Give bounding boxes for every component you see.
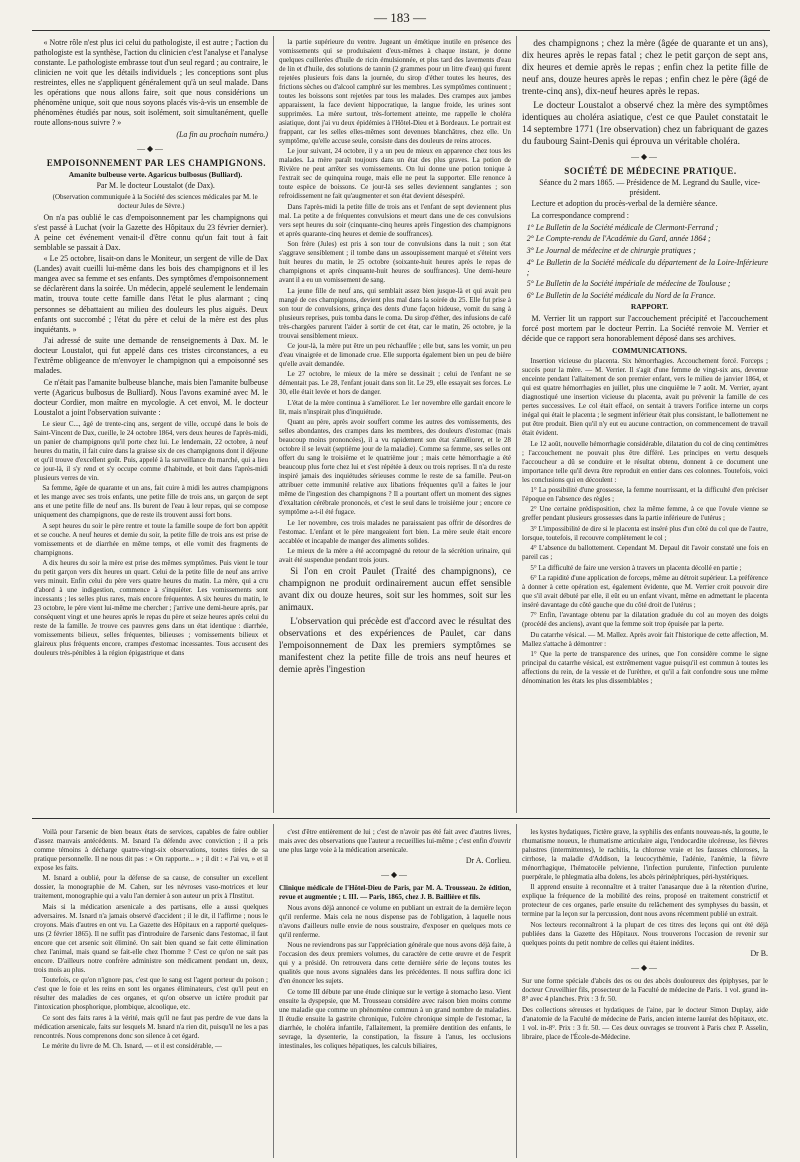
page-number: — 183 — [374,10,426,25]
paragraph: Voilà pour l'arsenic de bien beaux états de services, capables de faire oublier d'assez mauvais antécédents. M. Isnard l'a défendu avec conviction ; il a pris comme témoins à décharge quatre-vingt-six observations, toutes tirées de sa pratique personnelle. Il ne nous dit pas : « On rapporte... » ; il dit : « J'ai vu, » et il expose les faits. [34,828,268,872]
intro-paragraph: « Notre rôle n'est plus ici celui du pathologiste, il est autre ; l'action du pathologiste est la synthèse, l'action du clinicien c'est l'analyse et l'analyse constante. Le pathologiste embrasse tout d'un seul regard ; au contraire, le clinicien ne voit que les détails individuels ; les conceptions sont plus restreintes, elles ne s'appliquent généralement qu'à un seul malade. Dans les opérations que nous allons faire, soit que nous considérions un phénomène unique, soit que nous soyons placés vis-à-vis un ensemble de phénomènes étudiés par nous, soit isolément, soit simultanément, quelle route allons-nous suivre ? » [34,38,268,128]
paragraph: A dix heures du soir la mère est prise des mêmes symptômes. Puis vient le tour du petit garçon vers dix heures un quart. Celui de la petite fille de neuf ans arrive vers minuit. Enfin celui du père vers quatre heures du matin. La mère, qui a cru d'abord à une indigestion, commence à s'inquiéter. Les vomissements sont incessants ; les selles plus rares, mais encore fréquentes. A six heures du matin, le 23 octobre, le père vient lui-même me chercher ; j'arrive une demi-heure après, par conséquent vingt et une heures après le repas du père et seize heures après celui du reste de la famille. Je trouve ces pauvres gens dans un état identique : diarrhée, vomissements bilieux, selles fréquentes, bilieuses ; vomissements bilieux et glaireux plus fréquents encore, crampes d'estomac incessantes. Tous accusent des douleurs très-pénibles à la région épigastrique et dans [34,558,268,657]
bibliography-entry: Clinique médicale de l'Hôtel-Dieu de Paris, par M. A. Trousseau. 2e édition, revue et augmentée ; t. III. — Paris, 1865, chez J. B. Baillière et fils. [279,884,511,902]
signature: Dr A. Corlieu. [465,856,511,866]
paragraph: Le 1er novembre, ces trois malades ne paraissaient pas offrir de désordres de l'estomac. L'enfant et le père mangeaient fort bien. La mère seule était encore accablée et incapable de manger des aliments solides. [279,518,511,545]
paragraph: J'ai adressé de suite une demande de renseignements à Dax. M. le docteur Loustalot, qui fut appelé dans ces tristes circonstances, a eu l'extrême obligeance de m'envoyer le champignon qui a empoisonné ses malades. [34,336,268,376]
paragraph: Du catarrhe vésical. — M. Mallez. Après avoir fait l'historique de cette affection, M. Mallez s'attache à démontrer : [522,630,768,648]
continuation-note: (La fin au prochain numéro.) [176,130,268,139]
column-6 [522,828,768,1156]
column-4 [34,828,268,1156]
section-title: SOCIÉTÉ DE MÉDECINE PRATIQUE. [564,165,737,176]
paragraph: Nous avons déjà annoncé ce volume en publiant un extrait de la dernière leçon qu'il renferme. Mais cela ne nous dispense pas de l'obligation, à laquelle nous n'avons d'ailleurs nulle envie de nous soustraire, d'exposer en quelques mots ce qu'il renferme. [279,903,511,939]
paragraph: Il apprend ensuite à reconnaître et à traiter l'anasarque due à la rétention d'urine, explique la fréquence de la mobilité des reins, proposé en traitement constrictif et protecteur de ces organes, parle ensuite du relâchement des symphyses du bassin, et termine par la leçon sur la percussion, dont nous avons récemment publié un extrait. [522,883,768,919]
list-item: 4° Le Bulletin de la Société médicale du département de la Loire-Inférieure ; [526,257,768,277]
paragraph: M. Verrier lit un rapport sur l'accouchement précipité et l'accouchement forcé post mortem par le docteur Perrin. La Société renvoie M. Verrier et décide que ce rapport sera honorablement déposé dans ses archives. [522,314,768,344]
paragraph: On n'a pas oublié le cas d'empoisonnement par les champignons qui s'est passé à Luchat (voir la Gazette des Hôpitaux du 23 février dernier). A peine cet événement venait-il d'être connu qu'un fait tout à fait semblable se passait à Dax. [34,212,268,252]
session-info: Séance du 2 mars 1865. — Présidence de M. Legrand du Saulle, vice-président. [539,177,761,197]
subsection-label: RAPPORT. [630,302,669,312]
paragraph: 1° Que la perte de transparence des urines, que l'on considère comme le signe principal du catarrhe vésical, est extrêmement vague puisqu'il est commun à toutes les affections du rein, de la vessie et de l'urèthre, et qu'il a fait confondre sous une même dénomination les états les plus dissemblables ; [522,650,768,686]
paragraph: 2° Une certaine prédisposition, chez la même femme, à ce que l'ovule vienne se greffer pendant plusieurs grossesses dans la partie inférieure de l'utérus ; [522,505,768,523]
paragraph: L'observation qui précède est d'accord avec le résultat des observations et des expériences de Paulet, car dans l'empoisonnement de Dax les premiers symptômes se manifestent chez la petite fille de trois ans neuf heures et demie après l'ingestion [279,617,511,676]
paragraph: Le mérite du livre de M. Ch. Isnard, — et il est considérable, — [42,1041,222,1050]
paragraph: Ce n'était pas l'amanite bulbeuse blanche, mais bien l'amanite bulbeuse verte (Agaricus bulbosus de Bulliard). Nous l'avons examiné avec M. le docteur Cordier, mon maître en mycologie. A cet envoi, M. le docteur Loustalot a joint l'observation suivante : [34,377,268,418]
list-item: 1° Le Bulletin de la Société médicale de Clermont-Ferrand ; [526,222,719,232]
list-item: 6° Le Bulletin de la Société médicale du Nord de la France. [526,290,716,300]
column-divider [516,824,517,1158]
paragraph: Son frère (Jules) est pris à son tour de convulsions dans la nuit ; son état s'aggrave sensiblement ; il tombe dans un assoupissement marqué et s'éteint vers huit heures du matin, le 25 octobre (soixante-huit heures après le repas de champignons et après cinquante-huit heures de souffrances). Une demi-heure avant il a eu un vomissement de sang. [279,240,511,285]
paragraph: Le mieux de la mère a été accompagné du retour de la sécrétion urinaire, qui avait été suspendue pendant trois jours. [279,546,511,564]
paragraph: la partie supérieure du ventre. Jugeant un émétique inutile en présence des vomissements qui se produisaient d'eux-mêmes à chaque instant, je donne quelques cuillerées d'huile de ricin émulsionnée, et plus tard des lavements d'eau de lin et d'huile, des solutions de tannin (2 grammes pour un litre d'eau) qui furent rejetées plusieurs fois dans la journée, du sirop d'éther toutes les heures, des frictions sèches ou d'alcool camphré sur les membres. Les symptômes continuent ; toutes les boissons sont rejetées par tous les malades. Des crampes aux jambes apparaissent, la face devient hippocratique, la langue froide, les urines sont supprimées. La mère surtout, très-fortement atteinte, me rappelle le choléra asiatique, dont j'ai vu deux épidémies à l'Hôtel-Dieu et à Bordeaux. Le portrait est frappant, car les selles elles-mêmes sont devenues blanchâtres, chez elle. Un symptôme, qu'elle accuse seule, consiste dans des douleurs de reins atroces. [279,38,511,145]
paragraph: 1° La possibilité d'une grossesse, la femme nourrissant, et la difficulté d'en préciser l'époque en l'absence des règles ; [522,486,768,504]
paragraph: des champignons ; chez la mère (âgée de quarante et un ans), dix heures après le repas fatal ; chez le petit garçon de sept ans, dix heures et demie après le repas ; enfin chez la petite fille de neuf ans, douze heures après le repas ; enfin chez le père (âgé de trente-cinq ans), dix-neuf heures après le repas. [522,39,768,97]
column-divider [516,36,517,813]
list-item: 5° Le Bulletin de la Société impériale de médecine de Toulouse ; [526,279,731,289]
paragraph: Nos lecteurs reconnaîtront à la plupart de ces titres des leçons qui ont été déjà publiées dans la Gazette des Hôpitaux. Nous trouverons l'occasion de revenir sur quelques points du petit nombre de celles qui étaient inédites. [522,920,768,947]
paragraph: Ce jour-là, la mère put être un peu réchauffée ; elle but, sans les vomir, un peu d'eau vinaigrée et de limonade crue. Elle supporta également bien un peu de bière qu'elle avait demandée. [279,341,511,368]
column-divider [273,36,274,813]
separator: —◆— [137,144,165,154]
paragraph: A sept heures du soir le père rentre et toute la famille soupe de fort bon appétit et se couche. A neuf heures et demie du soir, la petite fille de trois ans est prise de vomissements et de diarrhée en même temps, et elle vomit des fragments de champignons. [34,521,268,557]
paragraph: Si l'on en croit Paulet (Traité des champignons), ce champignon ne produit ordinairement aucun effet sensible avant dix ou douze heures, soit sur les hommes, soit sur les animaux. [279,567,511,614]
list-item: 2° Le Compte-rendu de l'Académie du Gard, année 1864 ; [526,234,711,244]
paragraph: 5° La difficulté de faire une version à travers un placenta décollé en partie ; [530,563,742,572]
article-subtitle: Amanite bulbeuse verte. Agaricus bulbosus (Bulliard). [68,169,243,179]
top-rule [32,30,770,31]
paragraph: Sa femme, âgée de quarante et un ans, fait cuire à midi les autres champignons et les mange avec ses trois enfants, une petite fille de trois ans, un garçon de sept ans et une petite fille de neuf ans. Ils burent de l'eau à leur repas, qui se compose uniquement des champignons, que de reste ils trouvent aussi fort bons. [34,484,268,520]
paragraph: Mais si la médication arsenicale a des partisans, elle a aussi quelques adversaires. M. Isnard n'a jamais observé d'accident ; il le dit, il l'affirme ; nous le croyons. Mais d'autres en ont vu. La Gazette des Hôpitaux en a rapporté quelques-uns (2 février 1865). Il ne suffit pas d'introduire de l'arsenic dans l'estomac, il faut encore que cet arsenic soit éliminé. On sait bien quand se fait cette élimination chez l'animal, mais quand se fait-elle chez l'homme ? C'est ce qu'on ne sait pas encore. D'ailleurs notre confrère administre son médicament pendant un, deux, trois mois au plus. [34,902,268,974]
notice: Sur une forme spéciale d'abcès des os ou des abcès douloureux des épiphyses, par le docteur Cruveilhier fils, prosecteur de la Faculté de médecine de Paris. 1 vol. grand in-8° avec 4 planches. Prix : 3 fr. 50. [522,977,768,1004]
paragraph: c'est d'être entièrement de lui ; c'est de n'avoir pas été fait avec d'autres livres, mais avec des observations que l'auteur a recueillies lui-même ; c'est enfin d'ouvrir une plus large voie à la médication arsenicale. [279,828,511,854]
paragraph: Ce sont des faits rares à la vérité, mais qu'il ne faut pas perdre de vue dans la médication arsenicale, faits sur lesquels M. Isnard n'a rien dit, puisqu'il ne les a pas rencontrés. Nous comprenons donc son silence à cet égard. [34,1013,268,1040]
separator: —◆— [631,151,659,161]
paragraph: Nous ne reviendrons pas sur l'appréciation générale que nous avons déjà faite, à l'occasion des deux premiers volumes, du caractère de cette œuvre et de l'esprit qui y a présidé. On retrouvera dans cette dernière série de leçons toutes les qualités que nous avons signalées dans les précédentes. Il nous suffira donc ici d'en énoncer les sujets. [279,941,511,986]
paragraph: Toutefois, ce qu'on n'ignore pas, c'est que le sang est l'agent porteur du poison ; c'est que le foie et les reins en sont les organes éliminateurs, c'est qu'il peut en résulter des maladies de ces organes, et qu'on observe un ictère produit par l'intoxication phosphorique, plombique, alcoolique, etc. [34,976,268,1012]
paragraph: Quant au père, après avoir souffert comme les autres des vomissements, des selles abondantes, des crampes dans les membres, des douleurs d'estomac (mais beaucoup moins prononcées), il a vu rapidement son état s'améliorer, et le 28 octobre il se levait (septième jour de la maladie). Comme sa femme, ses selles ont offert du sang le troisième et le quatrième jour ; mais cette hémorrhagie a été beaucoup plus forte chez lui et s'est répétée à deux ou trois reprises. Il n'a du reste inspiré jamais des inquiétudes sérieuses comme le reste de sa famille. Peut-on attribuer cette immunité relative aux libations fréquentes qu'il a faites le jour même de l'ingestion des champignons ? Il a pourtant offert un moment des signes d'exaltation cérébrale prononcés, et c'est le seul dans le troisième jour ; encore ce symptôme a-t-il été fugace. [279,418,511,517]
notice: Des collections séreuses et hydatiques de l'aine, par le docteur Simon Duplay, aide d'anatomie de la Faculté de médecine de Paris, ancien interne lauréat des hôpitaux, etc. 1 vol. in-8°. Prix : 3 fr. 50. — Ces deux ouvrages se trouvent à Paris chez P. Asselin, libraire, place de l'École-de-Médecine. [522,1005,768,1041]
paragraph: M. Isnard a oublié, pour la défense de sa cause, de consulter un excellent dossier, la monographie de M. Cahen, sur les névroses vaso-motrices et leur traitement, monographie qui a valu l'an dernier à son auteur un prix à l'Institut. [34,874,268,901]
paragraph: L'état de la mère continua à s'améliorer. Le 1er novembre elle gardait encore le lit, mais n'inspirait plus d'inquiétude. [279,398,511,416]
separator: —◆— [381,870,409,880]
paragraph: Le jour suivant, 24 octobre, il y a un peu de mieux en apparence chez tous les malades. La mère paraît toujours dans un état des plus graves. La potion de Rivière ne peut arrêter ses vomissements. On lui donne une potion tonique à l'extrait sec de quinquina rouge, mais elle ne peut la supporter. Elle renonce à toute espèce de boissons. Ce jour-là ses selles deviennent sanglantes ; son refroidissement ne fait qu'augmenter et son état devient désespéré. [279,147,511,201]
paragraph: Le 12 août, nouvelle hémorrhagie considérable, dilatation du col de cinq centimètres ; l'accouchement ne pouvait plus être différé. Les principes en vertu desquels l'accoucheur a dû se conduire et le résultat obtenu, donnent à ce document une importance telle qu'il devra être reproduit en entier dans ces colonnes. Toutefois, voici les conclusions qui en découlent : [522,439,768,484]
paragraph: Lecture et adoption du procès-verbal de la dernière séance. [531,199,718,209]
article-title: EMPOISONNEMENT PAR LES CHAMPIGNONS. [46,158,266,169]
correspondence-list [522,223,768,301]
paragraph: « Le 25 octobre, lisait-on dans le Moniteur, un sergent de ville de Dax (Landes) avait cueilli lui-même dans les bois des champignons et il les mangea avec sa femme et ses enfants. Des symptômes d'empoisonnement se déclarèrent dans la soirée. Un médecin, appelé seulement le lendemain matin, trouva toute cette famille dans l'état le plus alarmant ; cinq personnes se débattaient au milieu des douleurs les plus aiguës. Deux enfants ont succombé ; l'état du père et celui de la mère est des plus inquiétants. » [34,254,268,334]
column-divider [273,824,274,1158]
separator: —◆— [631,963,659,973]
paragraph: Le sieur C..., âgé de trente-cinq ans, sergent de ville, occupé dans le bois de Saint-Vincent de Dax, cueille, le 24 octobre 1864, vers deux heures de l'après-midi, un panier de champignons qu'il porte chez lui. Le lendemain, 22 octobre, à neuf heures du matin, il fait cuire dans la graisse six de ces champignons dont il déjeune et qu'il trouve d'excellent goût. Puis, appelé à la surveillance du marché, qui a lieu ce jour-là, il s'y rend et s'y occupe comme d'habitude, et boit dans l'après-midi plusieurs verres de vin. [34,419,268,482]
column-1 [34,38,268,811]
paragraph: Dans l'après-midi la petite fille de trois ans et l'enfant de sept deviennent plus mal. La petite a de fréquentes convulsions et meurt dans une de ces convulsions vers sept heures du soir (cinquante-cinq heures après l'ingestion des champignons et après quarante-cinq heures et demie de souffrances). [279,202,511,238]
column-5 [279,828,511,1156]
article-note: (Observation communiquée à la Société des sciences médicales par M. le docteur Jules de Sèvre.) [52,193,258,211]
paragraph: 3° L'impossibilité de dire si le placenta est inséré plus d'un côté du col que de l'autre, lorsque, toutefois, il recouvre complètement le col ; [522,524,768,542]
paragraph: 7° Enfin, l'avantage obtenu par la dilatation graduée du col au moyen des doigts (procédé des anciens), avant que la femme soit trop épuisée par la perte. [522,611,768,629]
paragraph: les kystes hydatiques, l'ictère grave, la syphilis des enfants nouveau-nés, la goutte, le rhumatisme noueux, le rhumatisme articulaire aigu, l'endocardite ulcéreuse, les fièvres palustres (intermittentes), le rachitis, la chlorose vraie et les fausses chloroses, la cirrhose, la maladie d'Addison, la leucocythémie, l'adénie, l'anémie, la fièvre ménorrhagique, l'hématocèle pelvienne, l'infection purulente, l'infection purulente puerpérale, le phlegmatia alba dolens, les abcès périnéphriques, péri-hystériques. [522,828,768,881]
column-3 [522,38,768,811]
article-author: Par M. le docteur Loustalot (de Dax). [96,181,215,191]
paragraph: Insertion vicieuse du placenta. Six hémorrhagies. Accouchement forcé. Forceps ; succès pour la mère. — M. Verrier. Il s'agit d'une femme de vingt-six ans, devenue enceinte pendant l'allaitement de son premier enfant, vers le milieu de janvier 1864, et qui est quatre hémorrhagies en juillet, plus une cinquième le 7 août. M. Verrier, ayant diagnostiqué une insertion vicieuse du placenta, avait pu prévenir la famille de ces pertes successives. Le col était effacé, on sentait à travers l'orifice interne un corps inégal qui était le placenta ; le segment inférieur était plus consistant, le ballottement ne put être produit. Bien qu'il n'y eut eu aucune contraction, on commencement de travail était évident. [522,357,768,438]
paragraph: Ce tome III débute par une étude clinique sur le vertige à stomacho læso. Vient ensuite la dyspepsie, que M. Trousseau considère avec raison bien moins comme une maladie que comme un phénomène commun à un grand nombre de maladies. Il étudie ensuite la gastrite chronique, l'ulcère chronique simple de l'estomac, la diarrhée, le choléra infantile, l'allaitement, la première dentition des enfants, le sevrage, la dysenterie, la constipation, la fissure à l'anus, les occlusions intestinales, les coliques hépatiques, les calculs biliaires, [279,987,511,1050]
list-item: 3° Le Journal de médecine et de chirurgie pratiques ; [526,245,696,255]
paragraph: La correspondance comprend : [531,211,629,221]
middle-rule [32,818,770,819]
paragraph: 6° La rapidité d'une application de forceps, même au détroit supérieur. La préférence à donner à cette opération est, également évidente, que M. Verrier croit pouvoir dire que s'il avait débuté par elle, il eût eu un enfant vivant, même en admettant le placenta inséré davantage du côté gauche que du côté droit de l'utérus ; [522,574,768,610]
signature: Dr B. [750,949,768,959]
subsection-label: COMMUNICATIONS. [612,345,687,355]
column-2 [279,38,511,811]
paragraph: 4° L'absence du ballottement. Cependant M. Depaul dit l'avoir constaté une fois en pareil cas ; [522,544,768,562]
paragraph: Le 27 octobre, le mieux de la mère se dessinait ; celui de l'enfant ne se démentait pas. Le 28, l'enfant jouait dans son lit. Le 29, elle essayait ses forces. Le 30, elle était levée et hors de danger. [279,370,511,397]
paragraph: La jeune fille de neuf ans, qui semblait assez bien jusque-là et qui avait peu mangé de ces champignons, devient plus mal dans la soirée du 25. Elle fut prise à son tour de convulsions, grinça des dents d'une façon hideuse, vomit du sang à plusieurs reprises, puis tomba dans le coma. Du sirop d'éther, des infusions de café très-chargées parurent l'aider à sortir de cet état, car le matin, 26 octobre, je la trouvai sensiblement mieux. [279,286,511,340]
paragraph: Le docteur Loustalot a observé chez la mère des symptômes identiques au choléra asiatique, c'est ce que Paulet constatait le 14 septembre 1771 (1re observation) chez un fabriquant de gazes du faubourg Saint-Denis qui éprouva un véritable choléra. [522,100,768,147]
